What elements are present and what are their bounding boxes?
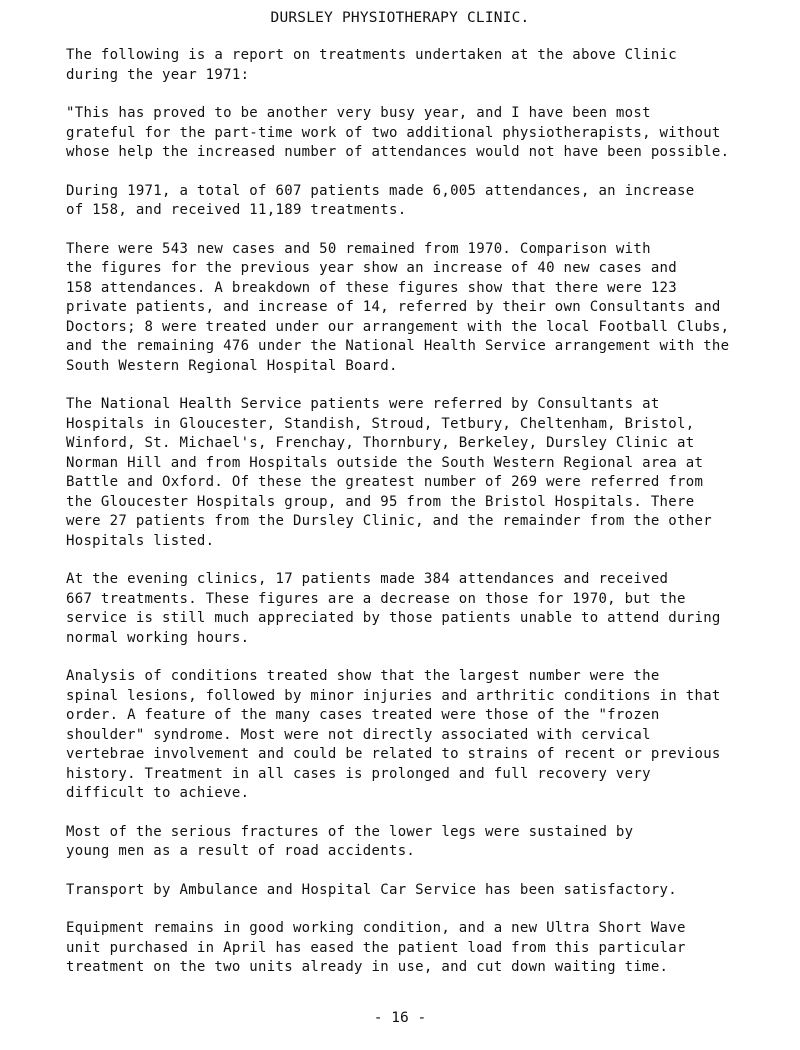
document-title: DURSLEY PHYSIOTHERAPY CLINIC. [270,10,530,26]
paragraph-nhs-referrals: The National Health Service patients were referred by Consultants at Hospitals in Gloucester, Standish, Stroud, Tetbury, Cheltenham, Bristol, Winford, St. Michael's, Frenchay, Thornbury, Berkeley, Dursley Clinic at Norman Hill and from Hospitals outside the South Western Regional area at Battle and Oxford. Of these the greatest number of 269 were referred from the Gloucester Hospitals group, and 95 from the Bristol Hospitals. There were 27 patients from the Dursley Clinic, and the remainder from the other Hospitals listed. [66,396,712,549]
page-number: - 16 - [373,1010,427,1026]
paragraph-transport: Transport by Ambulance and Hospital Car Service has been satisfactory. [66,881,678,898]
paragraph-busy-year: "This has proved to be another very busy year, and I have been most grateful for the part-time work of two additional physiotherapists, without whose help the increased number of attendances would not have been possible. [66,105,730,160]
report-body [66,46,794,978]
paragraph-evening-clinics: At the evening clinics, 17 patients made 384 attendances and received 667 treatments. These figures are a decrease on those for 1970, but the service is still much appreciated by those patients unable to attend during normal working hours. [66,571,721,646]
paragraph-totals: During 1971, a total of 607 patients made 6,005 attendances, an increase of 158, and received 11,189 treatments. [66,182,695,218]
paragraph-equipment: Equipment remains in good working condition, and a new Ultra Short Wave unit purchased in April has eased the patient load from this particular treatment on the two units already in use, and cut down waiting time. [66,920,686,975]
paragraph-new-cases: There were 543 new cases and 50 remained from 1970. Comparison with the figures for the previous year show an increase of 40 new cases and 158 attendances. A breakdown of these figures show that there were 123 private patients, and increase of 14, referred by their own Consultants and Doctors; 8 were treated under our arrangement with the local Football Clubs, and the remaining 476 under the National Health Service arrangement with the South Western Regional Hospital Board. [66,240,730,374]
paragraph-intro: The following is a report on treatments undertaken at the above Clinic during the year 1971: [66,47,678,83]
paragraph-fractures: Most of the serious fractures of the lower legs were sustained by young men as a result of road accidents. [66,823,634,859]
paragraph-conditions-analysis: Analysis of conditions treated show that the largest number were the spinal lesions, followed by minor injuries and arthritic conditions in that order. A feature of the many cases treated were those of the "frozen shoulder" syndrome. Most were not directly associated with cervical vertebrae involvement and could be related to strains of recent or previous history. Treatment in all cases is prolonged and full recovery very difficult to achieve. [66,668,721,801]
